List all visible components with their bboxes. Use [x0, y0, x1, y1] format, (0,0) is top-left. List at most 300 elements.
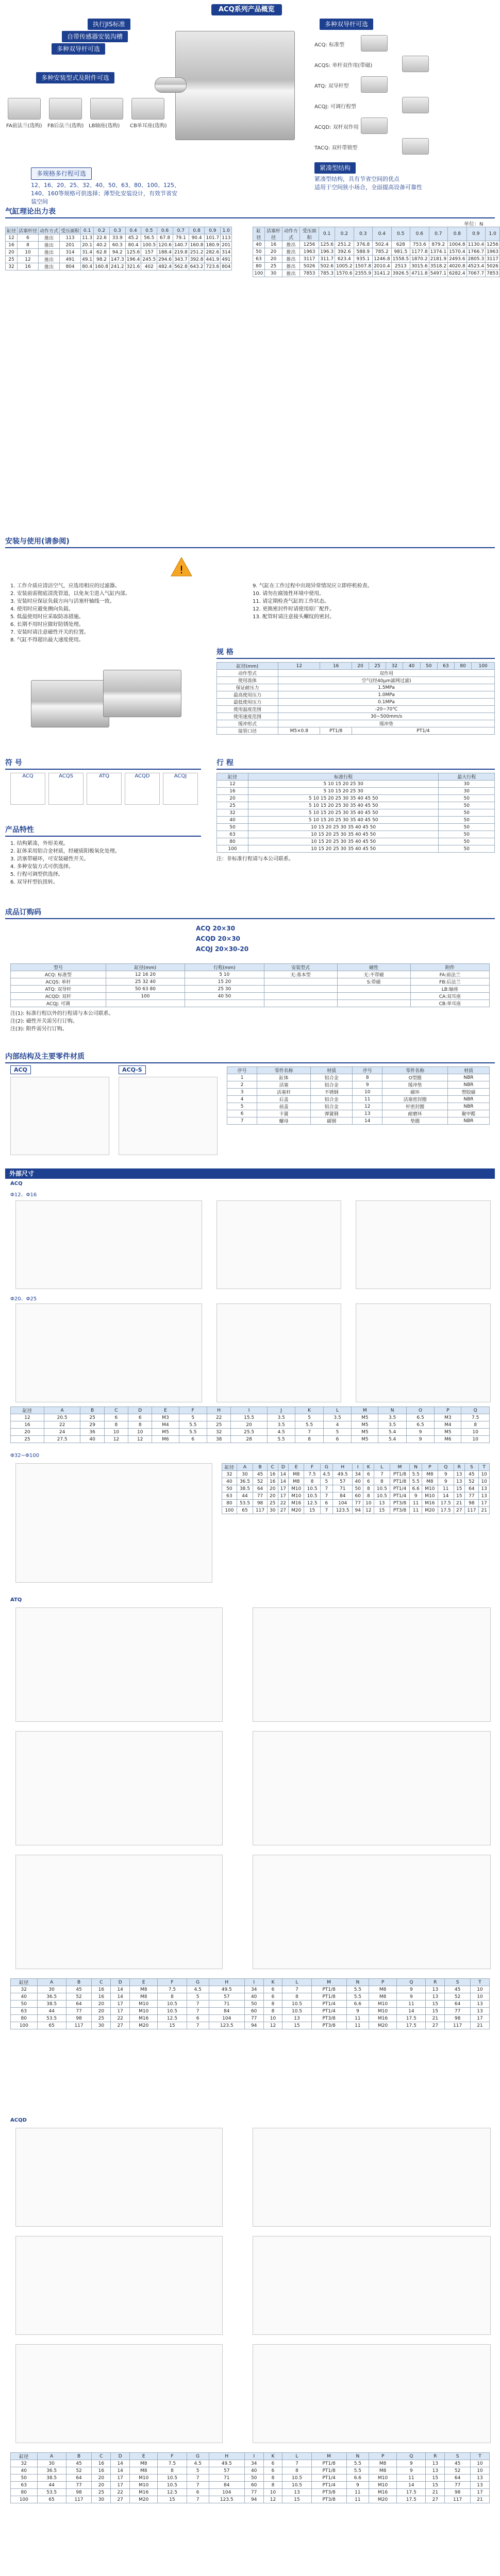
force-left-cell: 723.6 [205, 263, 221, 270]
order-cell: LB:轴座 [410, 986, 489, 993]
force-left-cell: 562.8 [173, 263, 189, 270]
force-left-cell: 62.8 [94, 249, 110, 256]
dim-atq-cell: 84 [209, 2008, 244, 2015]
dim-atq-cell: M10 [130, 2001, 158, 2008]
force-right-cell: 7853 [486, 270, 500, 277]
variant-img-4 [402, 97, 429, 113]
order-cell: S:带磁 [337, 978, 410, 986]
dim-b-cell: 15 [454, 1485, 464, 1493]
dim-a-header-cell: B [80, 1407, 104, 1414]
dim-b-header-cell: R [454, 1464, 464, 1471]
dim-acqd-cell: 13 [470, 2475, 489, 2482]
force-right-cell: 5026 [486, 263, 500, 270]
drawing-acqd-a [15, 2128, 223, 2227]
dim-atq-cell: 27 [111, 2022, 130, 2029]
dim-atq-cell: 17.5 [397, 2022, 426, 2029]
force-right-header-cell: 动作方式 [282, 227, 300, 241]
drawing-acqd-d [253, 2236, 491, 2335]
dim-atq-header-cell: I [244, 1979, 263, 1986]
dim-acqd-cell: 17 [470, 2489, 489, 2496]
dim-acqd-row [11, 2467, 490, 2475]
stroke-cell: 5 10 15 20 25 30 35 40 45 50 [248, 802, 438, 809]
parts-cell: 3 [227, 1089, 257, 1096]
dim-acqd-cell: 7 [282, 2460, 311, 2467]
dim-a-header-cell: F [179, 1407, 207, 1414]
dim-atq-row [11, 2001, 490, 2008]
dim-atq-cell: 22 [111, 2015, 130, 2022]
stroke-header-cell: 标准行程 [248, 773, 438, 781]
dim-atq-cell: 5.5 [346, 1986, 369, 1993]
force-right-cell: 588.9 [354, 248, 373, 256]
dim-acqd-cell: 8 [158, 2467, 187, 2475]
dim-a-cell: 5.5 [267, 1436, 295, 1443]
force-right-row [253, 263, 500, 270]
stroke-cell: 10 15 20 25 30 35 40 45 50 [248, 838, 438, 845]
dim-a-cell: 10 [461, 1429, 490, 1436]
dim-acqd-cell: 15 [426, 2482, 445, 2489]
dim-acqd-cell: 71 [209, 2475, 244, 2482]
dim-atq-cell: 57 [209, 1993, 244, 2001]
dim-b-cell: 4.5 [320, 1471, 332, 1478]
parts-cell: 14 [353, 1117, 382, 1125]
spec-cell: 双作用 [278, 670, 495, 677]
stroke-note: 注：非标准行程请与本公司联系。 [216, 856, 294, 862]
force-left-cell: 90.4 [189, 234, 205, 242]
force-right-cell: 1766.7 [466, 248, 486, 256]
dim-b-cell: 49.5 [332, 1471, 353, 1478]
dim-b-cell: 100 [222, 1507, 237, 1514]
dim-atq-cell: 30 [37, 1986, 66, 1993]
dim-atq-cell: 8 [263, 2008, 282, 2015]
dim-b-cell: 17.5 [438, 1507, 454, 1514]
internal-label-acq: ACQ [10, 1065, 31, 1074]
dim-b-cell: 16 [267, 1471, 278, 1478]
dim-a-cell: 10 [461, 1436, 490, 1443]
spec-header-cell: 63 [437, 663, 454, 670]
stroke-cell: 63 [217, 831, 248, 838]
dim-a-cell: 27.5 [44, 1436, 80, 1443]
dim-atq-cell: PT1/8 [311, 1986, 346, 1993]
dim-b-cell: 45 [464, 1471, 479, 1478]
dim-b-cell: 20 [267, 1493, 278, 1500]
dim-atq-header-cell: M [311, 1979, 346, 1986]
spec-product-image-1 [31, 680, 109, 727]
spec-row [217, 706, 495, 713]
order-cell: 12 16 20 [106, 971, 185, 978]
force-right-header-cell: 受压面积 [299, 227, 319, 241]
dim-a-cell: 5.5 [295, 1421, 323, 1429]
dim-atq-header-cell: T [470, 1979, 489, 1986]
dim-acqd-cell: 11 [346, 2496, 369, 2503]
dim-b-cell: 77 [464, 1493, 479, 1500]
dim-b-cell: PT3/8 [390, 1507, 409, 1514]
dim-b-header-cell: D [278, 1464, 289, 1471]
dim-b-cell: 64 [253, 1485, 268, 1493]
dim-b-cell: 8 [363, 1485, 374, 1493]
spec-cell: PT1/4 [352, 727, 494, 735]
dim-b-cell: 7 [320, 1493, 332, 1500]
dim-atq-cell: PT3/8 [311, 2015, 346, 2022]
dim-acqd-cell: 6 [263, 2467, 282, 2475]
force-right-cell: 2355.9 [354, 270, 373, 277]
dim-acqd-cell: 5.5 [346, 2467, 369, 2475]
spec-row [217, 684, 495, 691]
thumb-cb-caption: CB单耳座(选购) [130, 123, 167, 129]
dim-acqd-header-cell: P [369, 2453, 397, 2460]
dim-acqd-cell: 20 [92, 2482, 111, 2489]
force-left-cell: 11.3 [81, 234, 94, 242]
spec-table [216, 662, 495, 735]
force-left-row [6, 249, 232, 256]
dim-atq-cell: 45 [445, 1986, 471, 1993]
dim-b-cell: PT3/8 [390, 1500, 409, 1507]
parts-cell: 聚甲醛 [447, 1110, 489, 1117]
install-right-text: 9. 气缸在工作过程中出现异常情况应立即停机检查。 10. 请勿在腐蚀性环境中使用。 11. 请定期检查气缸的工作状态。 12. 更换密封件时请使用原厂配件。 13. 配管时请注意接头螺纹的密封。 [253, 583, 373, 620]
force-left-cell: 219.8 [173, 249, 189, 256]
dim-a-cell: 15.5 [231, 1414, 268, 1421]
force-left-cell: 60.3 [109, 242, 125, 249]
dim-atq-cell: 52 [66, 1993, 92, 2001]
dim-b-cell: 40 [353, 1478, 363, 1485]
dim-b-cell: 27 [278, 1507, 289, 1514]
dim-atq-cell: 30 [92, 2022, 111, 2029]
stroke-cell: 50 [439, 817, 495, 824]
dim-b-cell: 6.6 [410, 1485, 422, 1493]
dim-atq-cell: 40 [11, 1993, 38, 2001]
hero-title: ACQ系列产品概览 [211, 4, 282, 15]
dim-acqd-cell: 10 [470, 2460, 489, 2467]
thumb-cb [131, 98, 164, 120]
parts-cell: 4 [227, 1096, 257, 1103]
dim-atq-cell: 6 [263, 1986, 282, 1993]
dim-acqd-cell: 63 [11, 2482, 38, 2489]
dim-b-header-cell: C [267, 1464, 278, 1471]
dim-acqd-cell: 6 [263, 2460, 282, 2467]
parts-cell: 8 [353, 1074, 382, 1081]
force-right-cell: 25 [264, 263, 282, 270]
dim-b-cell: 8 [363, 1493, 374, 1500]
dim-b-cell: 13 [374, 1500, 390, 1507]
stroke-row [217, 781, 495, 788]
dim-b-cell: 10.5 [304, 1485, 320, 1493]
dim-atq-cell: PT1/4 [311, 2001, 346, 2008]
drawing-atq-d [253, 1731, 491, 1845]
parts-cell: 活塞 [257, 1081, 311, 1089]
symbol-acqs: ACQS [48, 773, 84, 805]
dim-a-cell: 10 [128, 1429, 152, 1436]
dim-acqd-cell: 10.5 [282, 2475, 311, 2482]
force-left-cell: 32 [6, 263, 18, 270]
dim-b-cell: 6 [363, 1478, 374, 1485]
dim-acqd-cell: 10.5 [158, 2482, 187, 2489]
parts-cell: 螺母 [257, 1117, 311, 1125]
dim-a-header-cell: A [44, 1407, 80, 1414]
dim-acqd-cell: 17 [111, 2482, 130, 2489]
order-cell [337, 993, 410, 1000]
stroke-cell: 5 10 15 20 25 30 [248, 781, 438, 788]
dim-acqd-header-cell: Q [397, 2453, 426, 2460]
dim-acqd-cell: M8 [130, 2460, 158, 2467]
force-right-header-cell: 0.1 [319, 227, 335, 241]
dim-a-cell: 3.5 [378, 1414, 406, 1421]
force-left-cell: 147.3 [109, 256, 125, 263]
dim-acqd-header-cell: I [244, 2453, 263, 2460]
hero-spec-note: 12、16、20、25、32、40、50、63、80、100、125、140、160等规格可供选择；薄型化安装设计，有效节省安装空间 [31, 182, 180, 205]
dim-acqd-row [11, 2475, 490, 2482]
dim-atq-cell: 71 [209, 2001, 244, 2008]
spec-header-cell: 40 [403, 663, 420, 670]
force-left-cell: 推出 [39, 242, 60, 249]
spec-header-cell: 缸径(mm) [217, 663, 278, 670]
dim-atq-cell: 11 [346, 2022, 369, 2029]
force-table-left [5, 227, 232, 270]
spec-cell: M5×0.8 [278, 727, 320, 735]
variant-img-5 [361, 117, 388, 134]
dim-a-cell: 3.5 [378, 1421, 406, 1429]
force-left-cell: 10 [18, 249, 39, 256]
tag-magnet: 自带传感器安装沟槽 [62, 31, 128, 42]
force-right-cell: 2513 [391, 263, 410, 270]
spec-header-cell: 25 [369, 663, 386, 670]
dim-b-cell: 9 [438, 1478, 454, 1485]
force-right-cell: 1570.4 [448, 248, 467, 256]
dim-acqd-cell: 25 [92, 2489, 111, 2496]
stroke-header-row [217, 773, 495, 781]
dim-acqd-cell: 98 [66, 2489, 92, 2496]
dim-atq-cell: 6.6 [346, 2001, 369, 2008]
dim-atq-cell: 6 [187, 2015, 209, 2022]
dim-atq-cell: M10 [130, 2008, 158, 2015]
dim-atq-cell: 21 [470, 2022, 489, 2029]
dim-acqd-cell: M16 [369, 2489, 397, 2496]
dim-acqd-header-cell: D [111, 2453, 130, 2460]
order-cell: ACQJ: 可调 [11, 1000, 106, 1007]
dim-atq-cell: 77 [445, 2008, 471, 2015]
dim-acqd-cell: 49.5 [209, 2460, 244, 2467]
order-cell: CA:双耳座 [410, 993, 489, 1000]
stroke-cell: 25 [217, 802, 248, 809]
dim-a-row [11, 1414, 490, 1421]
force-left-cell: 282.6 [205, 249, 221, 256]
dim-atq-cell: 27 [426, 2022, 445, 2029]
order-cell: 25 32 40 [106, 978, 185, 986]
dim-b-cell: 60 [353, 1493, 363, 1500]
dim-b-cell: 7 [320, 1485, 332, 1493]
parts-cell: 缓冲垫 [382, 1081, 448, 1089]
dim-b-header-cell: F [304, 1464, 320, 1471]
stroke-cell: 5 10 15 20 25 30 35 40 45 50 [248, 809, 438, 817]
order-header-cell: 型号 [11, 964, 106, 971]
dim-a-header-cell: K [295, 1407, 323, 1414]
dim-atq-cell: 13 [470, 2008, 489, 2015]
order-cell [106, 1000, 185, 1007]
dim-acqd-header-cell: L [282, 2453, 311, 2460]
dim-b-cell: 17 [278, 1493, 289, 1500]
dim-b-cell: 7.5 [304, 1471, 320, 1478]
force-right-cell: 7853 [299, 270, 319, 277]
spec-row [217, 720, 495, 727]
drawing-acqd-f [253, 2344, 491, 2443]
dim-acqd-header-cell: C [92, 2453, 111, 2460]
dim-acqd-cell: PT3/8 [311, 2496, 346, 2503]
dim-b-header-cell: K [363, 1464, 374, 1471]
dim-a-header-cell: 缸径 [11, 1407, 44, 1414]
internal-label-acqs: ACQ-S [119, 1065, 146, 1074]
dim-atq-cell: 10.5 [158, 2008, 187, 2015]
dim-acqd-cell: 30 [92, 2496, 111, 2503]
force-right-cell: 1130.4 [466, 241, 486, 248]
dim-a-cell: 20.5 [44, 1414, 80, 1421]
dim-a-cell: 29 [80, 1421, 104, 1429]
parts-cell: 弹簧钢 [311, 1110, 353, 1117]
dim-b-cell: 14 [438, 1493, 454, 1500]
drawing-acq-b-front [216, 1303, 341, 1402]
section-symbol: 符 号 [5, 757, 201, 770]
force-right-cell: 1005.2 [335, 263, 354, 270]
force-left-cell: 16 [6, 242, 18, 249]
stroke-cell: 30 [439, 788, 495, 795]
dim-a-cell: 5.5 [179, 1421, 207, 1429]
dim-atq-cell: M20 [369, 2022, 397, 2029]
drawing-atq-e [15, 1855, 223, 1969]
dim-atq-header-cell: B [66, 1979, 92, 1986]
parts-cell: 塑胶磁 [447, 1089, 489, 1096]
dim-b-cell: 8 [374, 1478, 390, 1485]
stroke-cell: 50 [439, 809, 495, 817]
dim-b-cell: 44 [237, 1493, 253, 1500]
force-right-cell: 推出 [282, 270, 300, 277]
order-model-3: ACQJ 20×30-20 [196, 945, 249, 953]
force-right-cell: 981.5 [391, 248, 410, 256]
dim-acqd-cell: 38.5 [37, 2475, 66, 2482]
dim-acqd-cell: 7 [187, 2482, 209, 2489]
dim-b-header-cell: 缸径 [222, 1464, 237, 1471]
dim-atq-cell: 5 [187, 1993, 209, 2001]
force-right-cell: 502.6 [319, 263, 335, 270]
force-left-cell: 推出 [39, 256, 60, 263]
force-left-cell: 56.5 [141, 234, 157, 242]
force-left-cell: 8 [18, 242, 39, 249]
force-left-header-cell: 0.6 [157, 227, 173, 234]
dim-atq-cell: 7 [187, 2001, 209, 2008]
dim-a-cell: 12 [11, 1414, 44, 1421]
stroke-cell: 10 15 20 25 30 35 40 45 50 [248, 824, 438, 831]
dim-atq-cell: 100 [11, 2022, 38, 2029]
symbol-atq: ATQ [87, 773, 122, 805]
dim-acqd-cell: 30 [37, 2460, 66, 2467]
dim-b-cell: 38.5 [237, 1485, 253, 1493]
force-right-row [253, 270, 500, 277]
dim-acqd-cell: 14 [111, 2467, 130, 2475]
force-right-cell: 785.3 [319, 270, 335, 277]
dim-b-cell: 6 [320, 1500, 332, 1507]
force-left-cell: 402 [141, 263, 157, 270]
dim-a-cell: 12 [104, 1436, 128, 1443]
dim-atq-row [11, 2022, 490, 2029]
dim-acqd-cell: 6 [187, 2489, 209, 2496]
dim-atq-cell: 25 [92, 2015, 111, 2022]
dim-b-cell: M8 [422, 1471, 438, 1478]
dim-b-cell: 53.5 [237, 1500, 253, 1507]
dim-b-cell: 21 [454, 1500, 464, 1507]
force-right-cell: 2010.4 [373, 263, 392, 270]
dim-b-cell: 9 [410, 1493, 422, 1500]
force-right-cell: 125.6 [319, 241, 335, 248]
dim-acqd-cell: M10 [369, 2482, 397, 2489]
dim-atq-header-cell: E [130, 1979, 158, 1986]
force-right-cell: 311.7 [319, 256, 335, 263]
order-cell [185, 1000, 264, 1007]
dim-a-header-cell: I [231, 1407, 268, 1414]
dim-acqd-cell: 13 [426, 2467, 445, 2475]
dim-a-cell: 5 [295, 1414, 323, 1421]
parts-header-cell: 材质 [447, 1067, 489, 1074]
dim-a-cell: 5 [323, 1429, 351, 1436]
dim-b-cell: 13 [479, 1485, 490, 1493]
order-cell: ATQ: 双导杆 [11, 986, 106, 993]
dim-acqd-cell: 5.5 [346, 2460, 369, 2467]
order-model-2: ACQD 20×30 [196, 935, 240, 942]
spec-cell: 空气(经40μm滤网过滤) [278, 677, 495, 684]
dim-atq-row [11, 1993, 490, 2001]
dim-b-cell: 13 [479, 1493, 490, 1500]
parts-header-row [227, 1067, 490, 1074]
dim-acqd-cell: 64 [66, 2475, 92, 2482]
dim-atq-cell: 60 [244, 2008, 263, 2015]
drawing-atq-a [15, 1607, 223, 1722]
dim-a-header-cell: L [323, 1407, 351, 1414]
dim-acqd-header-cell: R [426, 2453, 445, 2460]
dim-a-cell: 38 [207, 1436, 231, 1443]
order-cell [337, 986, 410, 993]
dim-acqd-cell: 65 [37, 2496, 66, 2503]
tag-compact: 紧凑型结构 [314, 162, 356, 174]
tag-multi-mount: 多种安装型式及附件可选 [36, 72, 114, 83]
dim-b-cell: 6 [363, 1471, 374, 1478]
dim-a-cell: M3 [152, 1414, 179, 1421]
tag-standard: 执行JIS标准 [88, 19, 130, 30]
stroke-cell: 20 [217, 795, 248, 802]
force-left-cell: 643.2 [189, 263, 205, 270]
force-right-cell: 63 [253, 256, 265, 263]
dim-a-cell: 10 [104, 1429, 128, 1436]
order-cell: ACQD: 双杆 [11, 993, 106, 1000]
ordering-note: 注(1): 标准行程以外的行程请与本公司联系。 注(2): 磁性开关需另行订购。 注(3): 附件需另行订购。 [10, 1011, 114, 1032]
spec-row [217, 677, 495, 684]
order-cell: 50 63 80 [106, 986, 185, 993]
dim-b-cell: 71 [332, 1485, 353, 1493]
dim-atq-cell: 21 [426, 2015, 445, 2022]
section-install: 安装与使用(请参阅) [5, 536, 495, 548]
order-cell: ACQS: 单杆 [11, 978, 106, 986]
force-right-cell: 3117 [486, 256, 500, 263]
dim-atq-cell: 50 [244, 2001, 263, 2008]
dim-acqd-cell: 27 [426, 2496, 445, 2503]
dim-acqd-cell: 14 [397, 2482, 426, 2489]
thumb-lb [90, 98, 123, 120]
order-cell: 40 50 [185, 993, 264, 1000]
parts-header-cell: 零件名称 [257, 1067, 311, 1074]
variant-5: ACQD: 双杆双作用 [314, 125, 359, 130]
force-right-header-cell: 0.2 [335, 227, 354, 241]
drawing-atq-f [253, 1855, 491, 1969]
force-left-cell: 804 [60, 263, 81, 270]
parts-cell: 缸体 [257, 1074, 311, 1081]
dim-acqd-cell: 15 [282, 2496, 311, 2503]
dim-acqd-cell: 6.6 [346, 2475, 369, 2482]
dim-atq-cell: 15 [426, 2008, 445, 2015]
dim-atq-cell: 80 [11, 2015, 38, 2022]
